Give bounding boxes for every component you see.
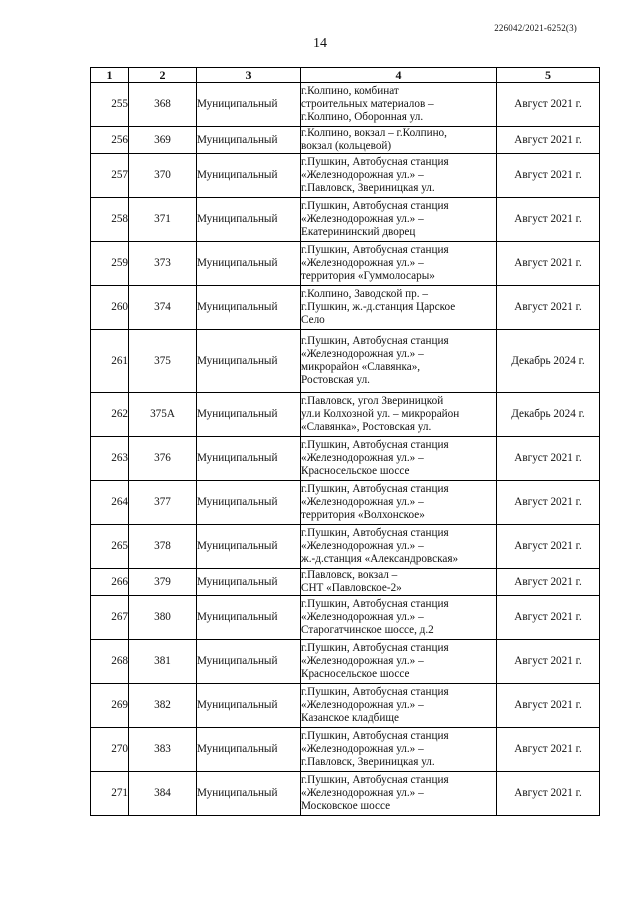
start-date-cell: Август 2021 г. bbox=[497, 242, 600, 286]
route-path-line: «Железнодорожная ул.» – bbox=[301, 348, 424, 360]
route-path-line: вокзал (кольцевой) bbox=[301, 140, 392, 152]
route-number-cell: 379 bbox=[129, 569, 197, 596]
routes-table bbox=[90, 67, 600, 816]
route-path-line: «Железнодорожная ул.» – bbox=[301, 743, 424, 755]
route-path-line: г.Пушкин, Автобусная станция bbox=[301, 483, 449, 495]
route-type-cell: Муниципальный bbox=[197, 242, 301, 286]
route-path-line: Ростовская ул. bbox=[301, 374, 370, 386]
start-date-cell: Декабрь 2024 г. bbox=[497, 393, 600, 437]
table-row bbox=[91, 330, 600, 393]
route-number-cell: 375 bbox=[129, 330, 197, 393]
route-path-cell bbox=[301, 684, 497, 728]
route-path-line: г.Колпино, Заводской пр. – bbox=[301, 288, 428, 300]
route-path-line: г.Пушкин, Автобусная станция bbox=[301, 156, 449, 168]
row-number-cell: 263 bbox=[91, 437, 129, 481]
route-path-line: г.Павловск, вокзал – bbox=[301, 569, 398, 581]
route-path-cell bbox=[301, 728, 497, 772]
start-date-cell: Август 2021 г. bbox=[497, 286, 600, 330]
column-header: 1 bbox=[91, 68, 129, 83]
route-number-cell: 371 bbox=[129, 198, 197, 242]
route-path-cell bbox=[301, 83, 497, 127]
route-type-cell: Муниципальный bbox=[197, 596, 301, 640]
route-number-cell: 381 bbox=[129, 640, 197, 684]
route-path-cell bbox=[301, 569, 497, 596]
route-path-cell bbox=[301, 772, 497, 816]
route-type-cell: Муниципальный bbox=[197, 286, 301, 330]
route-path-line: г.Пушкин, Автобусная станция bbox=[301, 774, 449, 786]
row-number-cell: 258 bbox=[91, 198, 129, 242]
column-header: 2 bbox=[129, 68, 197, 83]
table-row bbox=[91, 640, 600, 684]
route-number-cell: 384 bbox=[129, 772, 197, 816]
column-header: 3 bbox=[197, 68, 301, 83]
table-row bbox=[91, 437, 600, 481]
start-date-cell: Август 2021 г. bbox=[497, 525, 600, 569]
route-type-cell: Муниципальный bbox=[197, 481, 301, 525]
row-number-cell: 261 bbox=[91, 330, 129, 393]
start-date-cell: Август 2021 г. bbox=[497, 569, 600, 596]
table-row bbox=[91, 154, 600, 198]
route-path-line: г.Колпино, вокзал – г.Колпино, bbox=[301, 127, 447, 139]
route-path-line: г.Пушкин, Автобусная станция bbox=[301, 730, 449, 742]
route-type-cell: Муниципальный bbox=[197, 684, 301, 728]
row-number-cell: 257 bbox=[91, 154, 129, 198]
route-number-cell: 377 bbox=[129, 481, 197, 525]
row-number-cell: 267 bbox=[91, 596, 129, 640]
table-row bbox=[91, 569, 600, 596]
table-row bbox=[91, 772, 600, 816]
row-number-cell: 268 bbox=[91, 640, 129, 684]
route-path-line: г.Павловск, Звериницкая ул. bbox=[301, 756, 435, 768]
route-path-line: «Железнодорожная ул.» – bbox=[301, 169, 424, 181]
start-date-cell: Август 2021 г. bbox=[497, 640, 600, 684]
route-path-line: г.Пушкин, Автобусная станция bbox=[301, 527, 449, 539]
table-row bbox=[91, 242, 600, 286]
column-header: 5 bbox=[497, 68, 600, 83]
route-number-cell: 380 bbox=[129, 596, 197, 640]
route-path-line: ж.-д.станция «Александровская» bbox=[301, 553, 459, 565]
route-path-cell bbox=[301, 437, 497, 481]
route-path-line: Село bbox=[301, 314, 325, 326]
row-number-cell: 255 bbox=[91, 83, 129, 127]
route-path-line: г.Павловск, Звериницкая ул. bbox=[301, 182, 435, 194]
route-type-cell: Муниципальный bbox=[197, 198, 301, 242]
route-path-line: «Железнодорожная ул.» – bbox=[301, 496, 424, 508]
route-path-cell bbox=[301, 198, 497, 242]
route-type-cell: Муниципальный bbox=[197, 330, 301, 393]
header-row bbox=[91, 68, 600, 83]
route-path-line: г.Пушкин, Автобусная станция bbox=[301, 335, 449, 347]
route-path-cell bbox=[301, 525, 497, 569]
route-type-cell: Муниципальный bbox=[197, 437, 301, 481]
page-number: 14 bbox=[313, 36, 327, 51]
start-date-cell: Август 2021 г. bbox=[497, 772, 600, 816]
route-type-cell: Муниципальный bbox=[197, 525, 301, 569]
route-path-cell bbox=[301, 330, 497, 393]
route-path-line: территория «Гуммолосары» bbox=[301, 270, 435, 282]
route-path-line: строительных материалов – bbox=[301, 98, 434, 110]
row-number-cell: 264 bbox=[91, 481, 129, 525]
route-type-cell: Муниципальный bbox=[197, 83, 301, 127]
row-number-cell: 256 bbox=[91, 127, 129, 154]
route-type-cell: Муниципальный bbox=[197, 154, 301, 198]
row-number-cell: 270 bbox=[91, 728, 129, 772]
row-number-cell: 269 bbox=[91, 684, 129, 728]
table-row bbox=[91, 596, 600, 640]
route-path-line: «Железнодорожная ул.» – bbox=[301, 452, 424, 464]
route-path-line: г.Колпино, Оборонная ул. bbox=[301, 111, 424, 123]
start-date-cell: Август 2021 г. bbox=[497, 437, 600, 481]
route-path-line: Казанское кладбище bbox=[301, 712, 399, 724]
route-path-cell bbox=[301, 640, 497, 684]
route-path-line: Московское шоссе bbox=[301, 800, 391, 812]
start-date-cell: Август 2021 г. bbox=[497, 83, 600, 127]
route-path-line: г.Колпино, комбинат bbox=[301, 85, 399, 97]
table-row bbox=[91, 481, 600, 525]
route-number-cell: 383 bbox=[129, 728, 197, 772]
route-type-cell: Муниципальный bbox=[197, 569, 301, 596]
route-path-line: СНТ «Павловское-2» bbox=[301, 582, 402, 594]
start-date-cell: Декабрь 2024 г. bbox=[497, 330, 600, 393]
row-number-cell: 265 bbox=[91, 525, 129, 569]
route-path-line: г.Пушкин, Автобусная станция bbox=[301, 439, 449, 451]
start-date-cell: Август 2021 г. bbox=[497, 684, 600, 728]
route-path-line: ул.и Колхозной ул. – микрорайон bbox=[301, 408, 460, 420]
row-number-cell: 259 bbox=[91, 242, 129, 286]
start-date-cell: Август 2021 г. bbox=[497, 728, 600, 772]
start-date-cell: Август 2021 г. bbox=[497, 154, 600, 198]
row-number-cell: 262 bbox=[91, 393, 129, 437]
row-number-cell: 260 bbox=[91, 286, 129, 330]
table-row bbox=[91, 684, 600, 728]
document-id: 226042/2021-6252(3) bbox=[494, 23, 577, 33]
route-path-line: г.Пушкин, Автобусная станция bbox=[301, 200, 449, 212]
start-date-cell: Август 2021 г. bbox=[497, 596, 600, 640]
route-path-line: г.Пушкин, Автобусная станция bbox=[301, 598, 449, 610]
route-number-cell: 370 bbox=[129, 154, 197, 198]
route-type-cell: Муниципальный bbox=[197, 772, 301, 816]
route-type-cell: Муниципальный bbox=[197, 640, 301, 684]
route-path-line: «Железнодорожная ул.» – bbox=[301, 213, 424, 225]
route-path-line: г.Пушкин, Автобусная станция bbox=[301, 244, 449, 256]
route-path-line: «Железнодорожная ул.» – bbox=[301, 787, 424, 799]
route-number-cell: 375А bbox=[129, 393, 197, 437]
table-row bbox=[91, 83, 600, 127]
route-path-line: Старогатчинское шоссе, д.2 bbox=[301, 624, 434, 636]
route-path-line: г.Пушкин, Автобусная станция bbox=[301, 686, 449, 698]
route-path-line: «Железнодорожная ул.» – bbox=[301, 540, 424, 552]
route-type-cell: Муниципальный bbox=[197, 127, 301, 154]
route-path-line: «Железнодорожная ул.» – bbox=[301, 699, 424, 711]
route-path-line: г.Павловск, угол Звериницкой bbox=[301, 395, 444, 407]
route-path-line: «Железнодорожная ул.» – bbox=[301, 611, 424, 623]
route-path-cell bbox=[301, 481, 497, 525]
route-path-line: «Железнодорожная ул.» – bbox=[301, 257, 424, 269]
row-number-cell: 271 bbox=[91, 772, 129, 816]
route-path-line: «Славянка», Ростовская ул. bbox=[301, 421, 432, 433]
route-path-cell bbox=[301, 286, 497, 330]
route-path-line: Екатерининский дворец bbox=[301, 226, 416, 238]
column-header: 4 bbox=[301, 68, 497, 83]
start-date-cell: Август 2021 г. bbox=[497, 127, 600, 154]
route-path-line: г.Пушкин, Автобусная станция bbox=[301, 642, 449, 654]
row-number-cell: 266 bbox=[91, 569, 129, 596]
route-path-cell bbox=[301, 393, 497, 437]
route-path-line: Красносельское шоссе bbox=[301, 465, 410, 477]
table-row bbox=[91, 127, 600, 154]
table-row bbox=[91, 286, 600, 330]
route-path-cell bbox=[301, 127, 497, 154]
route-path-line: г.Пушкин, ж.-д.станция Царское bbox=[301, 301, 456, 313]
route-number-cell: 368 bbox=[129, 83, 197, 127]
route-path-cell bbox=[301, 596, 497, 640]
route-path-cell bbox=[301, 242, 497, 286]
route-number-cell: 373 bbox=[129, 242, 197, 286]
route-path-cell bbox=[301, 154, 497, 198]
route-path-line: микрорайон «Славянка», bbox=[301, 361, 421, 373]
route-type-cell: Муниципальный bbox=[197, 393, 301, 437]
route-path-line: Красносельское шоссе bbox=[301, 668, 410, 680]
table-row bbox=[91, 525, 600, 569]
route-number-cell: 374 bbox=[129, 286, 197, 330]
route-path-line: «Железнодорожная ул.» – bbox=[301, 655, 424, 667]
start-date-cell: Август 2021 г. bbox=[497, 481, 600, 525]
route-number-cell: 376 bbox=[129, 437, 197, 481]
route-number-cell: 378 bbox=[129, 525, 197, 569]
route-type-cell: Муниципальный bbox=[197, 728, 301, 772]
table-row bbox=[91, 728, 600, 772]
route-path-line: территория «Волхонское» bbox=[301, 509, 425, 521]
table-row bbox=[91, 198, 600, 242]
table-row bbox=[91, 393, 600, 437]
start-date-cell: Август 2021 г. bbox=[497, 198, 600, 242]
route-number-cell: 382 bbox=[129, 684, 197, 728]
route-number-cell: 369 bbox=[129, 127, 197, 154]
